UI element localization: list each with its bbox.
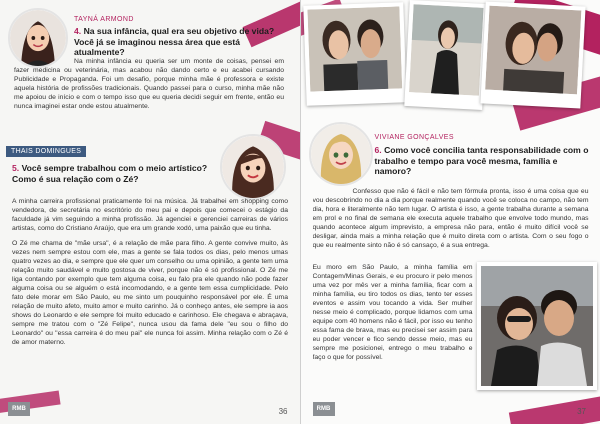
answer-6b: Eu moro em São Paulo, a minha família em Contagem/Minas Gerais, e eu procuro ir pelo menos uma vez por mês ver a minha família, ficar com a minha família, eu tiro todos os dias, tento ter esses eventos e assim vou tocando a vida. Ser mulher nesse meio é complicado, porque lidamos com uma equipe com 40 homens não é fácil, por isso eu tenho essa fama de brava, mas eu precisei ser assim para eu poder vencer e fico sendo desse meio, mas eu sempre me posicionei, entrego o meu trabalho e faço o que for possível. bbox=[312, 264, 473, 361]
cartoon-avatar-icon bbox=[222, 136, 284, 198]
cartoon-avatar-icon bbox=[311, 124, 371, 184]
answer-5 bbox=[12, 198, 288, 394]
question-number: 4. bbox=[74, 26, 82, 36]
couple-photo-image bbox=[307, 6, 402, 91]
selfie-photo-image bbox=[481, 266, 593, 386]
question-number: 5. bbox=[12, 163, 20, 173]
question-4 bbox=[74, 26, 288, 58]
answer-paragraph: A minha carreira profissional praticamente foi na música. Já trabalhei em shopping como vendedora, de secretária no escritório do meu pai e depois que comecei o estágio da faculdade já vim seguindo a minha profissão. Já agenciei e gerenciei carreiras de vários artistas, como do Cristiano Araújo, que era um grande xodó, uma paixão que eu tinha. bbox=[12, 198, 288, 232]
couple-kiss-photo-image bbox=[485, 6, 581, 95]
question-number: 6. bbox=[374, 145, 382, 155]
photo-frame bbox=[477, 262, 597, 390]
photo-polaroid bbox=[404, 0, 487, 110]
page-number: 37 bbox=[577, 407, 586, 416]
page-number: 36 bbox=[278, 407, 288, 416]
publisher-logo: RMB bbox=[8, 402, 30, 416]
question-text: Na sua infância, qual era seu objetivo de vida? Você já se imaginou nessa área que está atualmente? bbox=[74, 26, 275, 58]
question-5 bbox=[12, 163, 216, 184]
answer-4: Na minha infância eu queria ser um monte de coisas, pensei em fazer medicina ou veterinária, mas acabou não dando certo e eu acabei cursando Publicidade e Propaganda. Foi um desafio, porque minha mãe é professora e existe aquela história de profissões tradicionais. Quando passei para o curso, minha mãe não me apoiou de início e com o tempo isso que eu queria decidi seguir em frente, então eu nunca imaginei estar onde estou atualmente. bbox=[14, 58, 284, 110]
portrait-photo-image bbox=[409, 4, 484, 96]
photo-polaroid bbox=[303, 2, 406, 105]
interviewee-name-badge: THAIS DOMINGUES bbox=[6, 146, 86, 157]
photo-polaroid bbox=[480, 1, 585, 108]
answer-paragraph: O Zé me chama de "mãe ursa", é a relação de mãe para filho. A gente convive muito, às vezes nem sempre estou com ele, mas a gente se fala todos os dias, pelo menos umas quatro vezes ao dia, e sempre que ele quer um conselho ou uma opinião, a gente tem uma relação muito saudável e muito gostosa de viver, porque não é só profissional. O Zé me liga contando por exemplo que tem alguma coisa, eu falo pra ele quando não pode fazer alguma coisa ou se alguém o está incomodando, e a gente tem essa cumplicidade. Pelo fato dele morar em São Paulo, eu me sinto um pouquinho responsável por ele. É uma relação de muito afeto, muito amor e muito carinho. Já o conheço antes, ele sempre ia aos shows do Leonardo e ele sempre foi muito educado e carinhoso. Ele chegava e abraçava, sempre me tratou com o "Zé Felipe", nunca usou da fama dele "eu sou o filho do Leonardo" ou "essa carreira é do meu pai" ele nunca foi assim. Minha relação com o Zé é de amor materno. bbox=[12, 239, 288, 346]
thais-avatar bbox=[220, 134, 286, 200]
publisher-logo: RMB bbox=[313, 402, 335, 416]
interviewee-name: VIVIANE GONÇALVES bbox=[374, 134, 454, 141]
question-6 bbox=[375, 145, 589, 177]
answer-6a: Confesso que não é fácil e não tem fórmula pronta, isso é uma coisa que eu vou descobrindo no dia a dia porque realmente quando você se coloca no campo, não tem dia, hora e literalmente não tem lugar. O artista é isso, a gente trabalha durante a semana em prol e no final de semana ele executa aquele trabalho que envolve todo mundo, mas quando acontece algum imprevisto, a empresa não para, então é muito difícil você se desligar, ainda mais a minha relação que é muito direta com o artista. Com o seu fogo o que eu realmente sinto não é só cansaço, é a sua entrega. bbox=[312, 188, 589, 249]
right-page bbox=[301, 0, 600, 424]
question-text: Você sempre trabalhou com o meio artístico? Como é sua relação com o Zé? bbox=[12, 163, 208, 184]
question-text: Como você concilia tanta responsabilidade com o trabalho e tempo para você mesma, família e namoro? bbox=[374, 145, 589, 177]
viviane-avatar bbox=[309, 122, 373, 186]
interviewee-name: TAYNÁ ARMOND bbox=[74, 16, 134, 23]
decorative-band bbox=[509, 392, 600, 424]
